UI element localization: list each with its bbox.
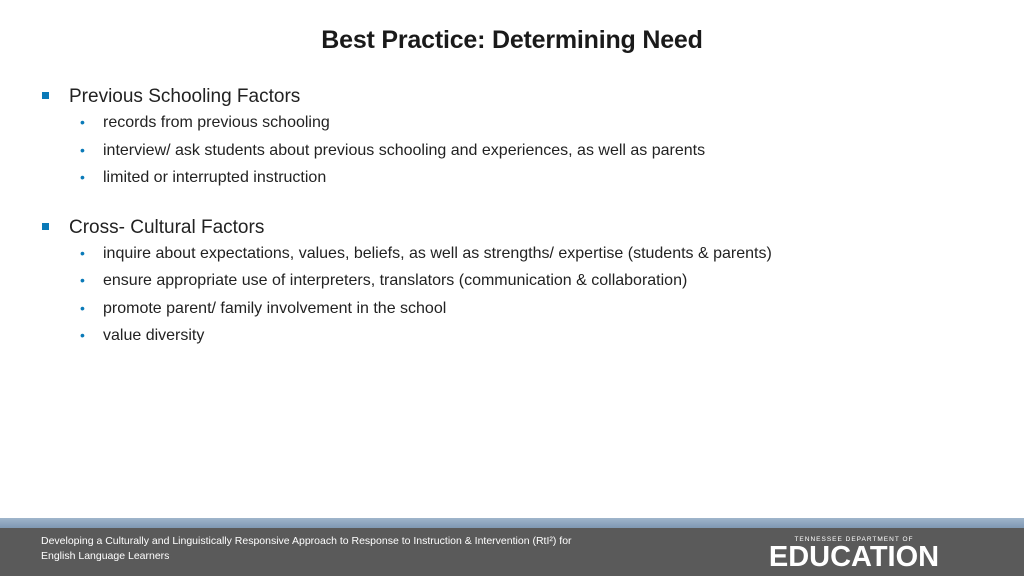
round-bullet-icon: • <box>80 169 85 185</box>
round-bullet-icon: • <box>80 114 85 130</box>
round-bullet-icon: • <box>80 141 85 158</box>
section-heading-row <box>42 215 982 243</box>
list-item-text: promote parent/ family involvement in the school <box>103 299 447 317</box>
square-bullet-icon <box>42 92 49 99</box>
list-item-text: limited or interrupted instruction <box>103 169 327 186</box>
sub-bullet-list <box>42 243 982 353</box>
section-cross-cultural <box>42 215 982 353</box>
list-item-text: inquire about expectations, values, beliefs, as well as strengths/ expertise (students & parents) <box>103 244 772 262</box>
logo-wordmark: EDUCATION <box>768 541 940 573</box>
round-bullet-icon: • <box>80 244 85 261</box>
list-item <box>80 140 982 168</box>
list-item <box>80 112 982 140</box>
logo-tagline: TENNESSEE DEPARTMENT OF <box>794 536 914 543</box>
slide-title: Best Practice: Determining Need <box>321 26 703 54</box>
footer-bar <box>0 528 1024 576</box>
round-bullet-icon: • <box>80 272 85 288</box>
list-item <box>80 167 982 195</box>
list-item <box>80 270 982 298</box>
list-item <box>80 298 982 326</box>
list-item <box>80 325 982 353</box>
tn-education-logo <box>738 536 970 572</box>
section-heading-row <box>42 84 982 112</box>
square-bullet-icon <box>42 223 49 230</box>
section-heading: Cross- Cultural Factors <box>69 216 265 238</box>
list-item-text: ensure appropriate use of interpreters, translators (communication & collaboration) <box>103 272 688 289</box>
list-item <box>80 243 982 271</box>
list-item-text: value diversity <box>103 327 205 344</box>
footer-caption-line2: English Language Learners <box>41 550 170 562</box>
round-bullet-icon: • <box>80 299 85 316</box>
slide-content <box>42 84 982 373</box>
sub-bullet-list <box>42 112 982 195</box>
footer-caption <box>41 534 651 564</box>
footer-stripe <box>0 518 1024 528</box>
list-item-text: interview/ ask students about previous schooling and experiences, as well as parents <box>103 141 706 159</box>
section-previous-schooling <box>42 84 982 195</box>
list-item-text: records from previous schooling <box>103 114 330 131</box>
section-heading: Previous Schooling Factors <box>69 86 301 107</box>
round-bullet-icon: • <box>80 327 85 343</box>
footer-caption-line1: Developing a Culturally and Linguistically Responsive Approach to Response to Instruction & Intervention (RtI²) for <box>41 535 572 547</box>
